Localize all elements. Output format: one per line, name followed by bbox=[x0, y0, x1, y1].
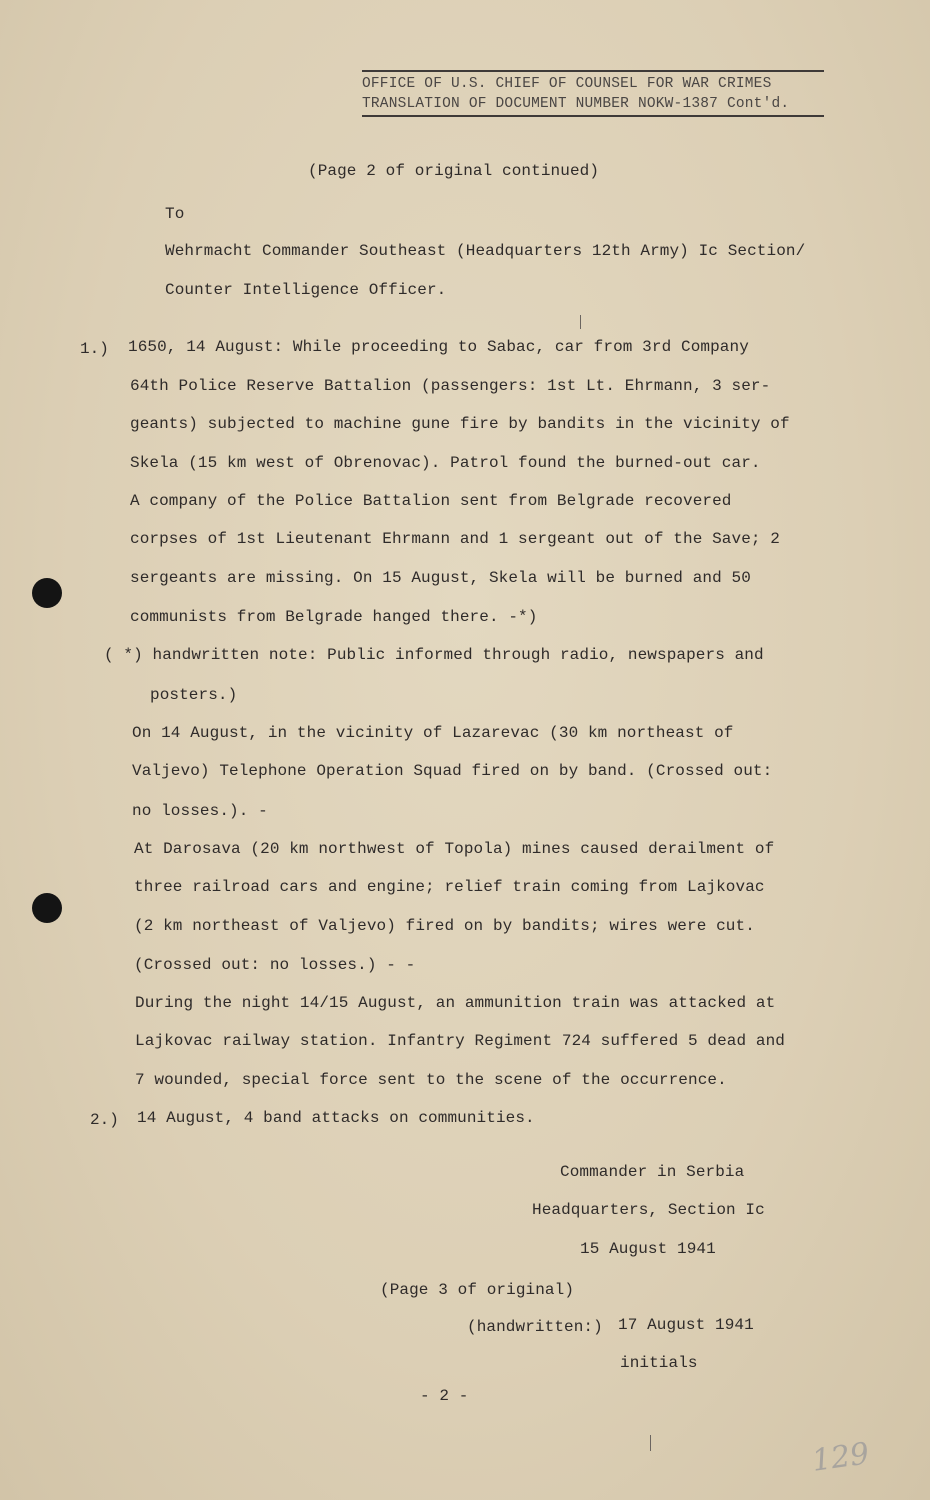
paragraph-darosava-line: At Darosava (20 km northwest of Topola) mines caused derailment of bbox=[134, 840, 775, 858]
paragraph-darosava-line: (Crossed out: no losses.) - - bbox=[134, 956, 416, 974]
paragraph-darosava-line: three railroad cars and engine; relief train coming from Lajkovac bbox=[134, 878, 765, 896]
item-1-line: geants) subjected to machine gune fire by bandits in the vicinity of bbox=[130, 415, 790, 433]
stray-mark bbox=[580, 315, 581, 329]
signature-line-2: Headquarters, Section Ic bbox=[532, 1201, 765, 1219]
stray-mark bbox=[650, 1435, 651, 1451]
item-1-line: sergeants are missing. On 15 August, Skela will be burned and 50 bbox=[130, 569, 751, 587]
initials: initials bbox=[620, 1354, 698, 1372]
item-1-line: 1650, 14 August: While proceeding to Sabac, car from 3rd Company bbox=[128, 338, 749, 356]
paragraph-lajkovac-line: 7 wounded, special force sent to the scene of the occurrence. bbox=[135, 1071, 727, 1089]
paragraph-lajkovac-line: Lajkovac railway station. Infantry Regiment 724 suffered 5 dead and bbox=[135, 1032, 786, 1050]
paragraph-darosava-line: (2 km northeast of Valjevo) fired on by bandits; wires were cut. bbox=[134, 917, 755, 935]
header-line-2: TRANSLATION OF DOCUMENT NUMBER NOKW-1387 Cont'd. bbox=[362, 94, 824, 117]
address-line-1: Wehrmacht Commander Southeast (Headquarters 12th Army) Ic Section/ bbox=[165, 242, 806, 260]
handwritten-date: 17 August 1941 bbox=[618, 1316, 754, 1334]
item-1-line: 64th Police Reserve Battalion (passengers: 1st Lt. Ehrmann, 3 ser- bbox=[130, 377, 771, 395]
paragraph-lazarevac-line: Valjevo) Telephone Operation Squad fired on by band. (Crossed out: bbox=[132, 762, 773, 780]
document-header bbox=[362, 70, 824, 117]
item-1-number: 1.) bbox=[80, 340, 109, 358]
item-1-line: A company of the Police Battalion sent from Belgrade recovered bbox=[130, 492, 732, 510]
punch-hole bbox=[32, 893, 62, 923]
item-2-number: 2.) bbox=[90, 1111, 119, 1129]
punch-hole bbox=[32, 578, 62, 608]
handwritten-note-line: ( *) handwritten note: Public informed through radio, newspapers and bbox=[104, 646, 764, 664]
archive-page-number: 129 bbox=[809, 1436, 872, 1479]
item-1-line: Skela (15 km west of Obrenovac). Patrol found the burned-out car. bbox=[130, 454, 761, 472]
page-3-marker: (Page 3 of original) bbox=[380, 1281, 575, 1299]
paragraph-lajkovac-line: During the night 14/15 August, an ammunition train was attacked at bbox=[135, 994, 776, 1012]
item-1-line: corpses of 1st Lieutenant Ehrmann and 1 sergeant out of the Save; 2 bbox=[130, 530, 781, 548]
address-to: To bbox=[165, 205, 185, 223]
handwritten-label: (handwritten:) bbox=[467, 1318, 603, 1336]
paragraph-lazarevac-line: On 14 August, in the vicinity of Lazarevac (30 km northeast of bbox=[132, 724, 734, 742]
paragraph-lazarevac-line: no losses.). - bbox=[132, 802, 268, 820]
item-1-line: communists from Belgrade hanged there. -*) bbox=[130, 608, 538, 626]
header-line-1: OFFICE OF U.S. CHIEF OF COUNSEL FOR WAR CRIMES bbox=[362, 76, 772, 92]
address-line-2: Counter Intelligence Officer. bbox=[165, 281, 447, 299]
signature-line-1: Commander in Serbia bbox=[560, 1163, 745, 1181]
page-continued-note: (Page 2 of original continued) bbox=[308, 162, 600, 180]
handwritten-note-line: posters.) bbox=[150, 686, 238, 704]
page-number: - 2 - bbox=[420, 1387, 469, 1405]
item-2-text: 14 August, 4 band attacks on communities. bbox=[137, 1109, 535, 1127]
signature-date: 15 August 1941 bbox=[580, 1240, 716, 1258]
